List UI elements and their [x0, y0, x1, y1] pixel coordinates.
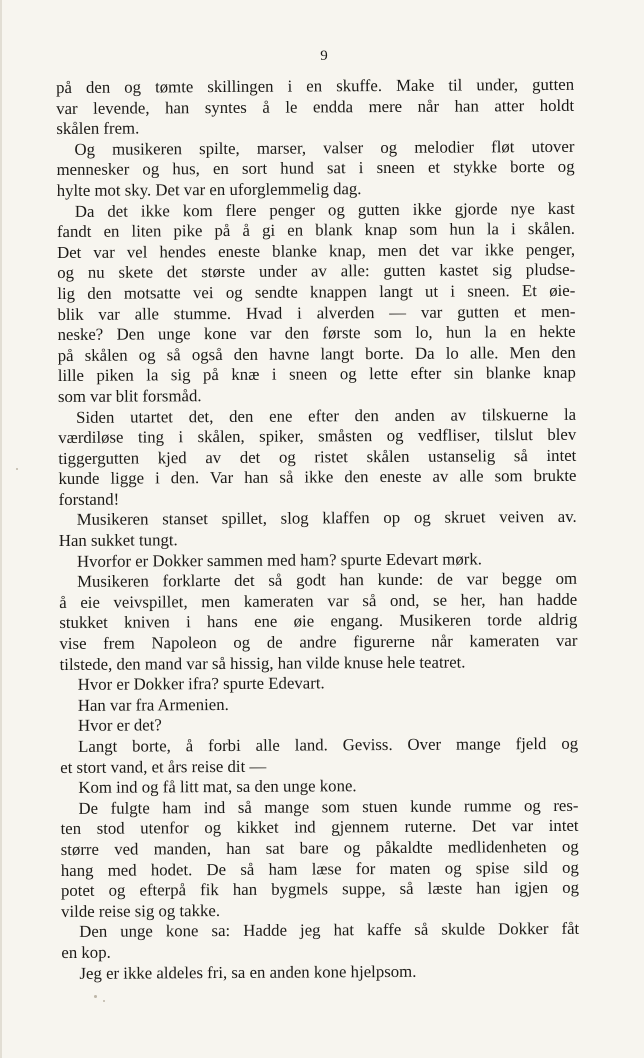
- text-line: Jeg er ikke aldeles fri, sa en anden kone hjelpsom.: [79, 961, 417, 983]
- text-line: potet og efterpå fik han bygmels suppe, så læste han igjen og: [60, 877, 580, 901]
- text-line: Det var vel hendes eneste blanke knap, men det var ikke penger,: [57, 239, 576, 262]
- text-line: Og musikeren spilte, marser, valser og melodier fløt utover: [74, 136, 575, 159]
- text-line: værdiløse ting i skålen, spiker, småsten og vedfliser, tilslut blev: [58, 424, 577, 448]
- text-line: vilde reise sig og takke.: [61, 900, 221, 921]
- text-line: på den og tømte skillingen i en skuffe. Make til under, gutten: [56, 74, 575, 97]
- text-line: en kop.: [61, 942, 111, 962]
- text-line: fandt en liten pike på å gi en blank knap som hun la i skålen.: [56, 218, 575, 242]
- text-line: på skålen og så også den havne langt borte. Da lo alle. Men den: [57, 342, 576, 365]
- text-line: Han sukket tungt.: [58, 530, 178, 551]
- text-line: forstand!: [58, 489, 120, 509]
- text-line: større ved manden, han sat bare og påkaldte medlidenheten og: [60, 836, 579, 859]
- text-line: Langt borte, å forbi alle land. Geviss. Over mange fjeld og: [78, 733, 579, 756]
- text-line: Hvorfor er Dokker sammen med ham? spurte Edevart mørk.: [76, 549, 482, 571]
- text-line: blik var alle stumme. Hvad i alverden — var gutten et men-: [57, 301, 576, 324]
- text-line: Hvor er Dokker ifra? spurte Edevart.: [77, 673, 325, 695]
- text-line: Han var fra Armenien.: [77, 694, 229, 715]
- text-line: Kom ind og få litt mat, sa den unge kone.: [78, 776, 357, 798]
- text-line: mennesker og hus, en sort hund sat i sneen et stykke borte og: [56, 157, 575, 180]
- paper-speck: [103, 1000, 105, 1002]
- text-line: hang med hodet. De så ham læse for maten og spise sild og: [60, 857, 579, 880]
- text-line: lille piken la sig på knæ i sneen og lette efter sin blanke knap: [57, 363, 576, 386]
- paper-speck: [16, 468, 18, 470]
- text-line: vise frem Napoleon og de andre figurerne når kameraten var: [59, 630, 578, 654]
- body-text: [56, 75, 580, 984]
- paper-speck: [94, 995, 97, 998]
- text-line: Musikeren stanset spillet, slog klaffen op og skruet veiven av.: [76, 507, 577, 530]
- text-line: og nu skete det største under av alle: gutten kastet sig pludse-: [57, 260, 576, 283]
- text-line: hylte mot sky. Det var en uforglemmelig dag.: [56, 179, 362, 200]
- text-line: et stort vand, et års reise dit —: [60, 756, 267, 777]
- text-line: Hvor er det?: [77, 715, 162, 736]
- text-line: å eie veivspillet, men kameraten var så ond, se her, han hadde: [59, 589, 578, 612]
- text-line: Da det ikke kom flere penger og gutten ikke gjorde nye kast: [74, 198, 575, 221]
- text-line: kunde ligge i den. Var han så ikke den eneste av alle som brukte: [58, 466, 577, 489]
- text-line: Musikeren forklarte det så godt han kunde: de var begge om: [77, 569, 578, 592]
- text-line: De fulgte ham ind så mange som stuen kunde rumme og res-: [78, 795, 579, 818]
- text-line: Siden utartet det, den ene efter den anden av tilskuerne la: [76, 404, 577, 427]
- text-line: lig den motsatte vei og sendte knappen langt ut i sneen. Et øie-: [57, 280, 576, 303]
- text-line: skålen frem.: [56, 118, 140, 139]
- text-line: ten stod utenfor og kikket ind gjennem ruterne. Det var intet: [60, 816, 579, 839]
- text-line: neske? Den unge kone var den første som lo, hun la en hekte: [57, 321, 576, 345]
- text-line: var levende, han syntes å le endda mere når han atter holdt: [56, 95, 575, 118]
- text-line: stukket kniven i hans ene øie engang. Musikeren torde aldrig: [59, 610, 578, 633]
- text-line: tiggergutten kjed av det og ristet skålen ustanselig så intet: [58, 445, 577, 468]
- text-line: som var blit forsmåd.: [57, 386, 202, 406]
- page-number: 9: [320, 48, 328, 64]
- text-line: Den unge kone sa: Hadde jeg hat kaffe så skulde Dokker fåt: [79, 919, 580, 942]
- text-line: tilstede, den mand var så hissig, han vilde knuse hele teatret.: [59, 652, 466, 674]
